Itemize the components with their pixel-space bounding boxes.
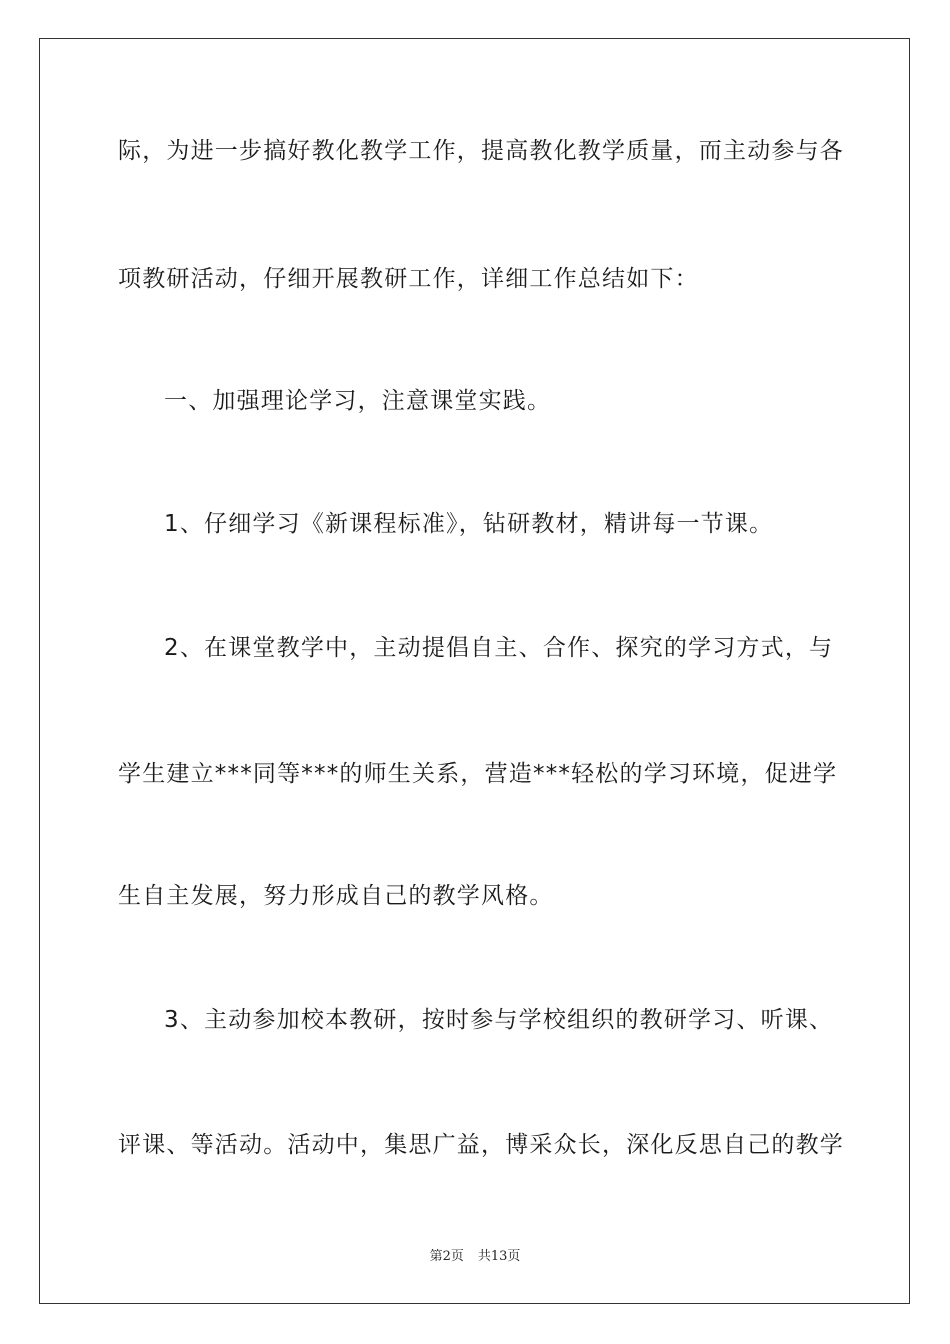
body-text-line: 项教研活动，仔细开展教研工作，详细工作总结如下： — [118, 266, 699, 292]
list-item: 2、在课堂教学中，主动提倡自主、合作、探究的学习方式，与 — [164, 635, 834, 661]
page-frame — [39, 38, 910, 1304]
total-pages: 共13页 — [477, 1249, 521, 1264]
body-text-line: 际，为进一步搞好教化教学工作，提高教化教学质量，而主动参与各 — [118, 138, 844, 164]
page-number: 第2页 — [429, 1249, 464, 1264]
body-text-line: 评课、等活动。活动中，集思广益，博采众长，深化反思自己的教学 — [118, 1132, 844, 1158]
body-text-line: 生自主发展，努力形成自己的教学风格。 — [118, 883, 554, 909]
page-footer — [0, 1248, 950, 1266]
list-item: 3、主动参加校本教研，按时参与学校组织的教研学习、听课、 — [164, 1007, 834, 1033]
body-text-line: 学生建立***同等***的师生关系，营造***轻松的学习环境，促进学 — [118, 761, 838, 787]
list-item: 1、仔细学习《新课程标准》，钻研教材，精讲每一节课。 — [164, 511, 774, 537]
section-heading: 一、加强理论学习，注意课堂实践。 — [164, 388, 552, 414]
